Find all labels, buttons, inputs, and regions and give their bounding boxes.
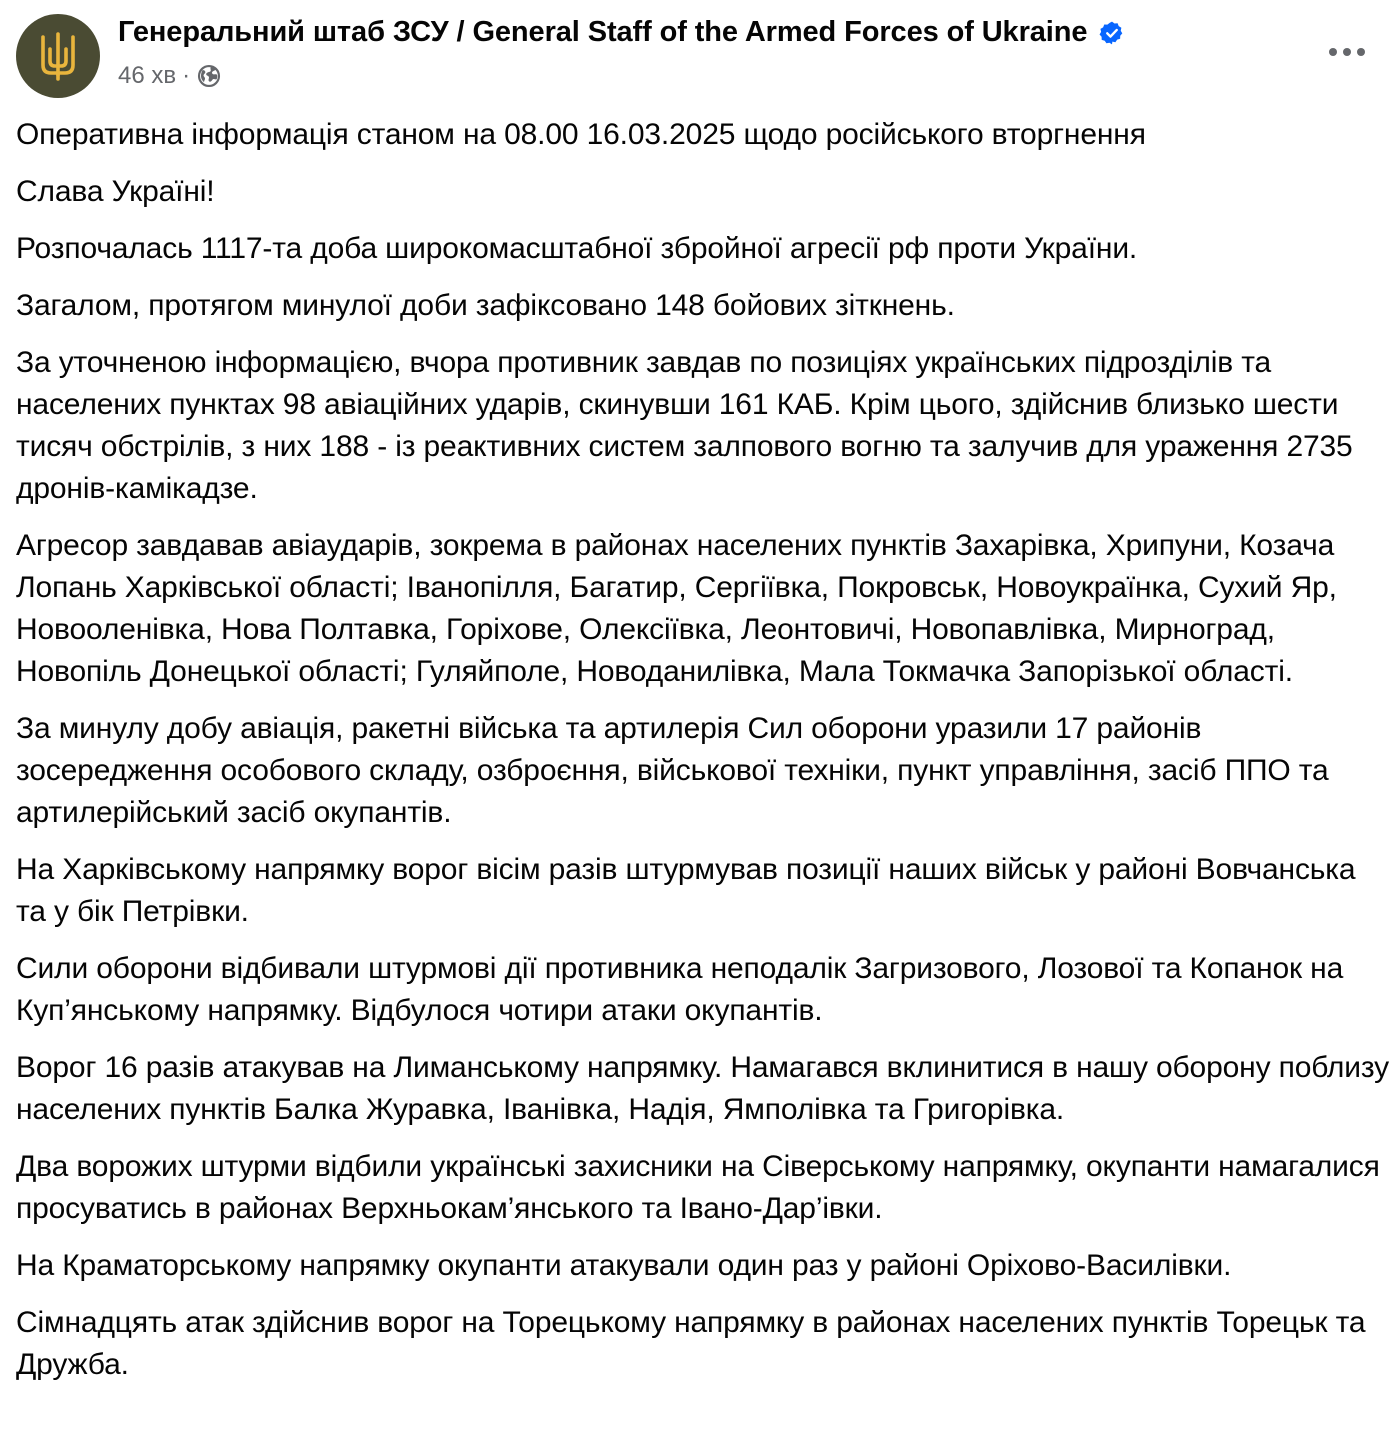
- verified-badge-icon: [1099, 20, 1125, 46]
- meta-separator: ·: [182, 62, 191, 89]
- more-options-button[interactable]: [1322, 30, 1372, 74]
- avatar[interactable]: [16, 14, 100, 98]
- post-paragraph: Два ворожих штурми відбили українські захисники на Сіверському напрямку, окупанти намагалися просуватись в районах Верхньокам’янського та Івано-Дар’івки.: [16, 1150, 1380, 1225]
- post-meta: [118, 62, 222, 90]
- more-options-icon: [1327, 47, 1367, 57]
- post-paragraph: Сімнадцять атак здійснив ворог на Торецькому напрямку в районах населених пунктів Торецьк та Дружба.: [16, 1306, 1366, 1381]
- post-paragraph: Оперативна інформація станом на 08.00 16.03.2025 щодо російського вторгнення: [16, 118, 1146, 151]
- author-name[interactable]: Генеральний штаб ЗСУ / General Staff of the Armed Forces of Ukraine: [118, 16, 1088, 48]
- post-paragraph: За минулу добу авіація, ракетні війська та артилерія Сил оборони уразили 17 районів зосередження особового складу, озброєння, військової техніки, пункт управління, засіб ППО та артилерійський засіб окупантів.: [16, 712, 1329, 829]
- post-paragraph: Розпочалась 1117-та доба широкомасштабної збройної агресії рф проти України.: [16, 232, 1138, 265]
- post-paragraph: На Харківському напрямку ворог вісім разів штурмував позиції наших військ у районі Вовчанська та у бік Петрівки.: [16, 853, 1356, 928]
- post-paragraph: Слава Україні!: [16, 175, 215, 208]
- post-paragraph: Агресор завдавав авіаударів, зокрема в районах населених пунктів Захарівка, Хрипуни, Козача Лопань Харківської області; Іванопілля, Багатир, Сергіївка, Покровськ, Новоукраїнка, Сухий Яр, Новооленівка, Нова Полтавка, Горіхове, Олексіївка, Леонтовичі, Новопавлівка, Мирноград, Новопіль Донецької області; Гуляйполе, Новоданилівка, Мала Токмачка Запорізької області.: [16, 529, 1337, 688]
- post-paragraph: На Краматорському напрямку окупанти атакували один раз у районі Оріхово-Василівки.: [16, 1249, 1232, 1282]
- post-timestamp[interactable]: 46 хв: [118, 62, 177, 89]
- globe-icon[interactable]: [196, 63, 222, 89]
- post-body: [16, 114, 1390, 1401]
- author-row: [118, 16, 1125, 49]
- post-paragraph: Загалом, протягом минулої доби зафіксовано 148 бойових зіткнень.: [16, 289, 955, 322]
- trident-icon: [35, 31, 81, 81]
- post-paragraph: Ворог 16 разів атакував на Лиманському напрямку. Намагався вклинитися в нашу оборону поблизу населених пунктів Балка Журавка, Іванівка, Надія, Ямполівка та Григорівка.: [16, 1051, 1389, 1126]
- post-paragraph: Сили оборони відбивали штурмові дії противника неподалік Загризового, Лозової та Копанок на Куп’янському напрямку. Відбулося чотири атаки окупантів.: [16, 952, 1344, 1027]
- post-paragraph: За уточненою інформацією, вчора противник завдав по позиціях українських підрозділів та населених пунктах 98 авіаційних ударів, скинувши 161 КАБ. Крім цього, здійснив близько шести тисяч обстрілів, з них 188 - із реактивних систем залпового вогню та залучив для ураження 2735 дронів-камікадзе.: [16, 346, 1353, 505]
